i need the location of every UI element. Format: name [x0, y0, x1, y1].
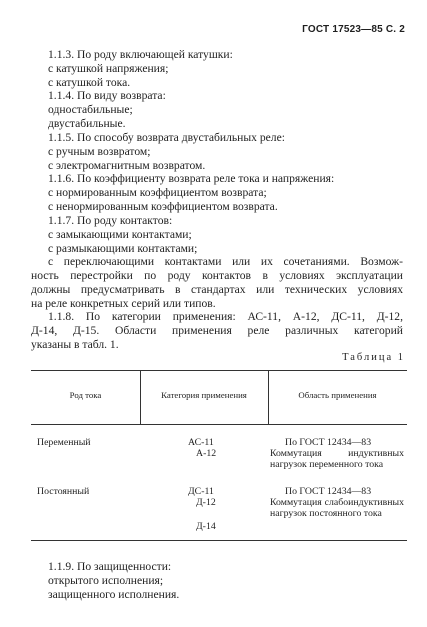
table-cell-area: Коммутация слабоиндуктивных нагрузок постоянного тока	[270, 497, 404, 519]
paragraph-line: должны предусматривать в стандартах или технических условиях	[31, 283, 403, 296]
table-cell-current: Постоянный	[37, 486, 90, 497]
paragraph-line: Д-14, Д-15. Области применения реле различных категорий	[31, 324, 403, 337]
clause-1-1-3: 1.1.3. По роду включающей катушки:	[48, 48, 233, 61]
list-item: с нормированным коэффициентом возврата;	[48, 186, 267, 199]
paragraph-line: указаны в табл. 1.	[31, 338, 119, 351]
list-item: открытого исполнения;	[48, 574, 164, 587]
list-item: с электромагнитным возвратом.	[48, 159, 206, 172]
page-header: ГОСТ 17523—85 С. 2	[302, 24, 405, 35]
list-item: защищенного исполнения.	[48, 588, 180, 601]
table-cell-area: Коммутация индуктивных нагрузок переменного тока	[270, 448, 404, 470]
table-bottom-rule	[31, 540, 407, 541]
table-header-rule	[31, 424, 407, 425]
table-cell-category: ДС-11	[188, 486, 214, 497]
clause-1-1-9: 1.1.9. По защищенности:	[48, 560, 172, 573]
clause-1-1-5: 1.1.5. По способу возврата двустабильных реле:	[48, 131, 285, 144]
paragraph-line: на реле конкретных серий или типов.	[31, 297, 216, 310]
list-item: с размыкающими контактами;	[48, 242, 198, 255]
table-cell-category: Д-12	[196, 497, 216, 508]
column-header-category: Категория применения	[161, 390, 247, 400]
list-item: с ненормированным коэффициентом возврата.	[48, 200, 278, 213]
table-cell-category: Д-14	[196, 521, 216, 532]
paragraph-line: ность перестройки по роду контактов в условиях эксплуатации	[31, 269, 403, 282]
table-top-rule	[31, 370, 407, 371]
clause-1-1-7: 1.1.7. По роду контактов:	[48, 214, 173, 227]
clause-1-1-6: 1.1.6. По коэффициенту возврата реле тока и напряжения:	[48, 172, 335, 185]
list-item: с замыкающими контактами;	[48, 228, 192, 241]
column-header-area: Область применения	[298, 390, 377, 400]
clause-1-1-4: 1.1.4. По виду возврата:	[48, 89, 166, 102]
table-caption: Таблица 1	[342, 352, 405, 363]
table-cell-category: А-12	[196, 448, 217, 459]
list-item: с катушкой напряжения;	[48, 62, 169, 75]
table-cell-category: АС-11	[188, 437, 214, 448]
list-item: одностабильные;	[48, 103, 133, 116]
paragraph-line: с переключающими контактами или их сочетаниями. Возмож-	[48, 255, 403, 268]
clause-1-1-8: 1.1.8. По категории применения: АС-11, А-12, ДС-11, Д-12,	[48, 310, 403, 323]
table-cell-area: По ГОСТ 12434—83	[285, 486, 372, 497]
list-item: двустабильные.	[48, 117, 126, 130]
list-item: с катушкой тока.	[48, 76, 131, 89]
column-header-current: Род тока	[69, 390, 102, 400]
table-cell-area: По ГОСТ 12434—83	[285, 437, 372, 448]
list-item: с ручным возвратом;	[48, 145, 151, 158]
table-cell-current: Переменный	[37, 437, 91, 448]
